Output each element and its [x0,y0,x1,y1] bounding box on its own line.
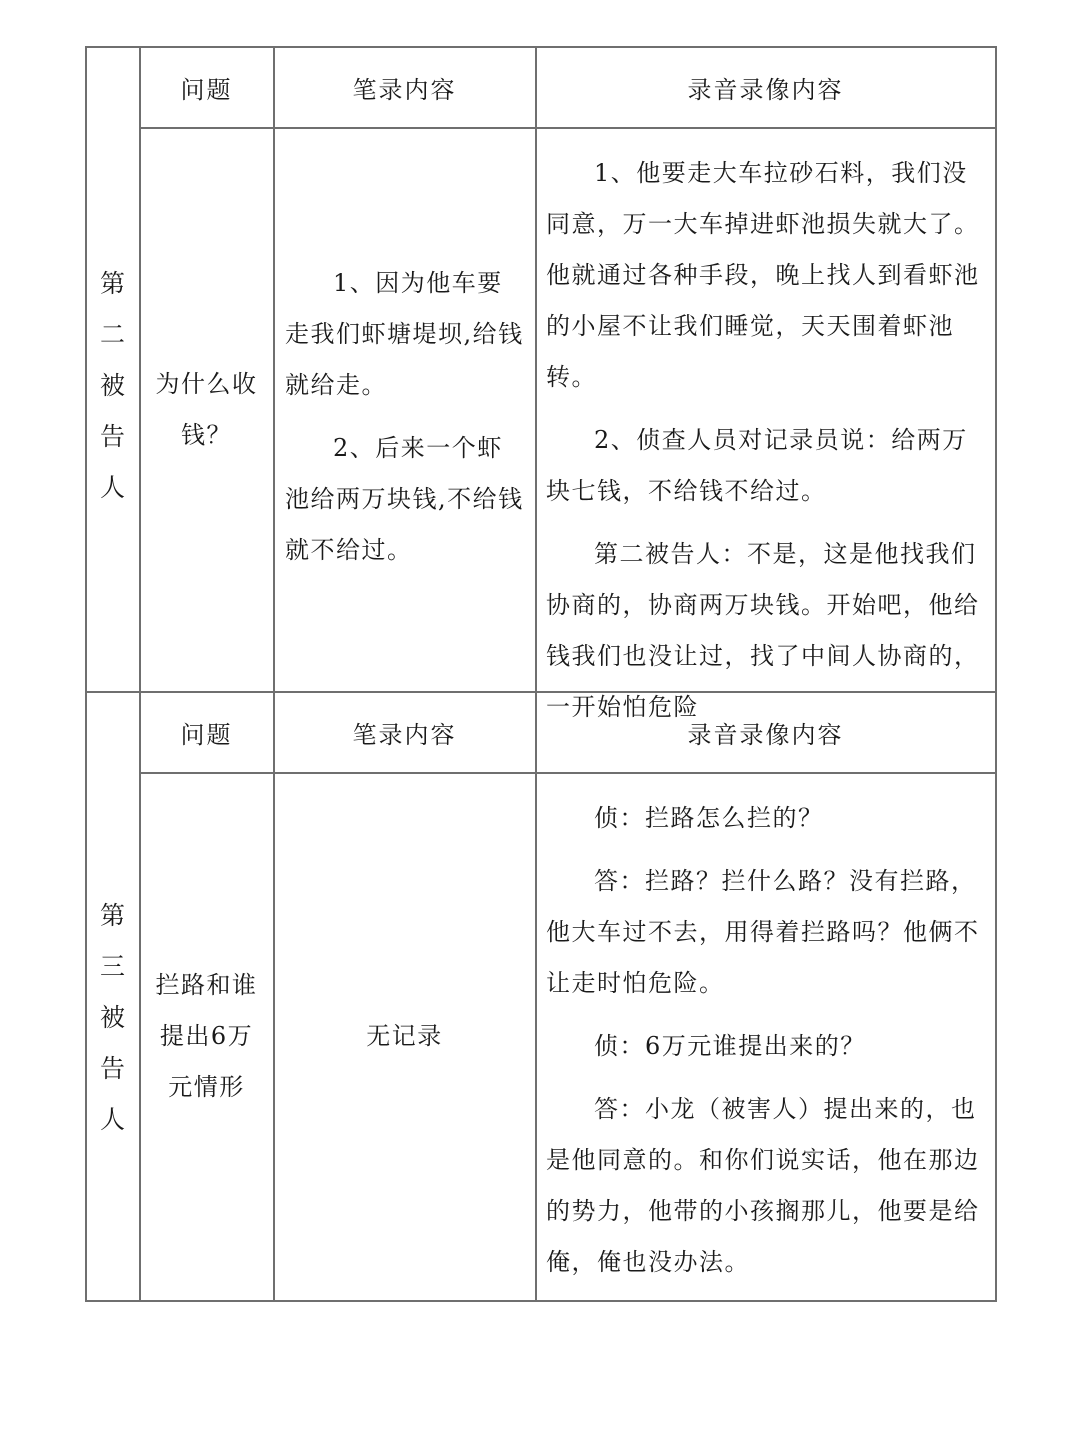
section2-label [86,240,139,530]
section2-header-question: 问题 [180,75,233,104]
question-line: 拦路和谁 [155,971,258,999]
section2-recording [546,148,988,745]
section2-notes [285,258,527,588]
section3-question [140,773,273,1300]
question-line: 钱？ [181,420,232,449]
section2-label-char: 人 [99,472,125,502]
section3-label-char: 人 [99,1104,125,1134]
section3-label-char: 告 [99,1053,125,1083]
recording-paragraph: 答：小龙（被害人）提出来的，也是他同意的。和你们说实话，他在那边的势力，他带的小孩搁那儿，他要是给俺，俺也没办法。 [546,1095,980,1276]
section2-label-char: 第 [99,268,125,298]
section2-label-char: 二 [99,319,125,349]
section3-recording [546,793,988,1300]
section3-label-char: 第 [99,900,125,930]
recording-paragraph: 答：拦路？拦什么路？没有拦路，他大车过不去，用得着拦路吗？他俩不让走时怕危险。 [546,867,980,997]
section2-label-char: 被 [99,370,125,400]
recording-paragraph: 第二被告人：不是，这是他找我们协商的，协商两万块钱。开始吧，他给钱我们也没让过，找了中间人协商的，一开始怕危险 [546,540,980,721]
section3-header-notes: 笔录内容 [352,720,457,749]
section2-header-notes: 笔录内容 [352,75,457,104]
section3-header-recording: 录音录像内容 [687,720,844,749]
column-divider-3 [535,46,537,1302]
section3-label-char: 被 [99,1002,125,1032]
recording-paragraph: 侦：6万元谁提出来的？ [594,1032,866,1060]
table-border-bottom [85,1300,996,1302]
section2-question [140,128,273,691]
table-border-right [995,46,997,1302]
section3-label-char: 三 [99,951,125,981]
recording-paragraph: 侦：拦路怎么拦的？ [594,804,824,832]
notes-paragraph: 1、因为他车要走我们虾塘堤坝,给钱就给走。 [285,269,524,399]
recording-paragraph: 1、他要走大车拉砂石料，我们没同意，万一大车掉进虾池损失就大了。他就通过各种手段，晚上找人到看虾池的小屋不让我们睡觉，天天围着虾池转。 [546,159,980,391]
section2-header-recording: 录音录像内容 [687,75,844,104]
section3-notes: 无记录 [366,1022,443,1050]
section3-header-question: 问题 [180,720,233,749]
question-line: 提出6万 [159,1022,254,1050]
question-line: 为什么收 [155,369,258,398]
section3-label [86,872,139,1162]
notes-paragraph: 2、后来一个虾池给两万块钱,不给钱就不给过。 [285,434,524,564]
recording-paragraph: 2、侦查人员对记录员说：给两万块七钱，不给钱不给过。 [546,426,968,505]
section2-label-char: 告 [99,421,125,451]
question-line: 元情形 [168,1073,245,1101]
